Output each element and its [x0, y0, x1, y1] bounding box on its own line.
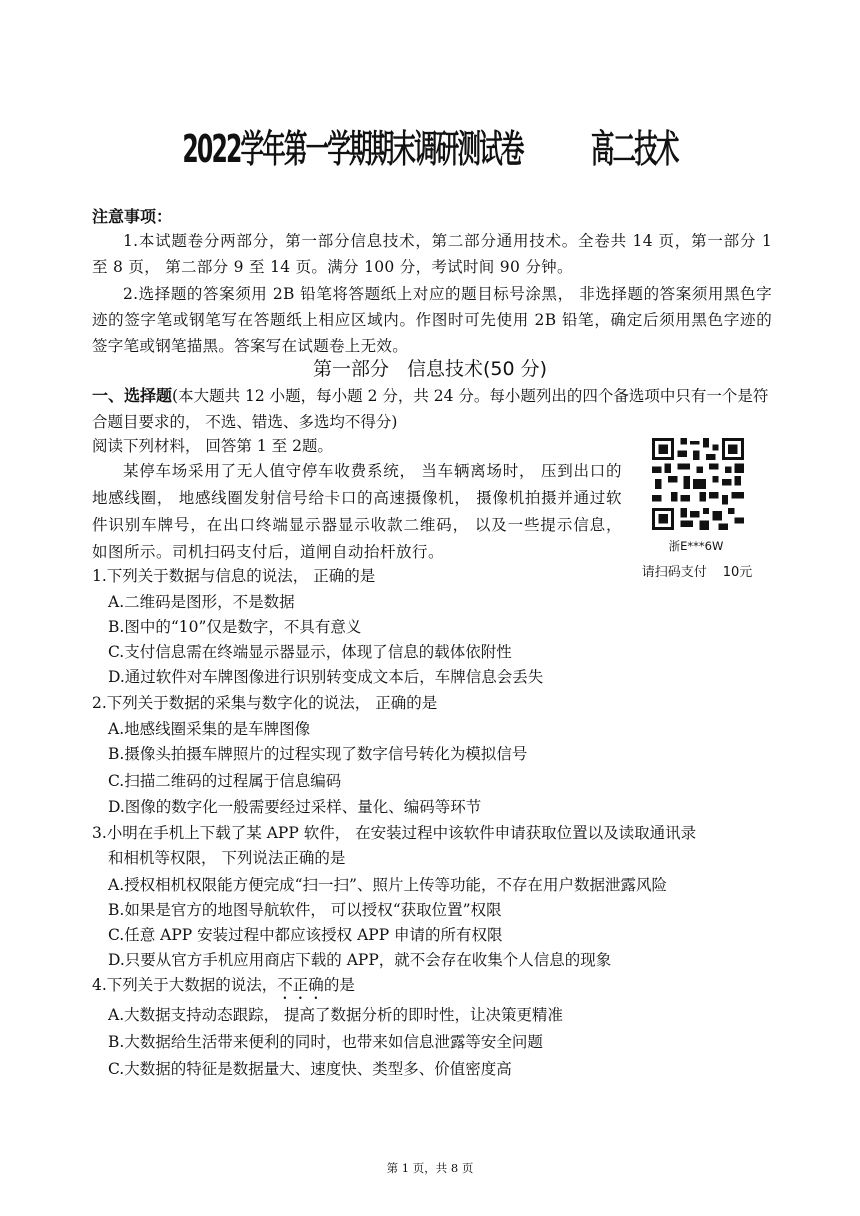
question-3-option-b: B.如果是官方的地图导航软件， 可以授权“获取位置”权限 — [108, 901, 502, 919]
question-1-option-c: C.支付信息需在终端显示器显示，体现了信息的载体依附性 — [108, 643, 512, 661]
part1-rules: (本大题共 12 小题，每小题 2 分，共 24 分。每小题列出的四个备选项中只有一个是符合题目要求的， 不选、错选、多选均不得分) — [92, 387, 769, 431]
question-1-option-a: A.二维码是图形，不是数据 — [108, 593, 295, 611]
question-3-option-c: C.任意 APP 安装过程中都应该授权 APP 申请的所有权限 — [108, 926, 503, 944]
section-heading — [0, 354, 860, 381]
exam-title-subject: 高二技术 — [590, 127, 678, 171]
question-1-stem: 1.下列关于数据与信息的说法， 正确的是 — [92, 567, 376, 585]
part1-heading: 一、选择题 — [92, 386, 173, 405]
question-3-stem-cont: 和相机等权限， 下列说法正确的是 — [108, 849, 346, 867]
exam-title — [163, 118, 696, 173]
notice-item-1: 1.本试题卷分两部分，第一部分信息技术，第二部分通用技术。全卷共 14 页，第一部分 1 至 8 页， 第二部分 9 至 14 页。满分 100 分，考试时间 90 分钟。 — [92, 232, 772, 276]
question-4-option-c: C.大数据的特征是数据量大、速度快、类型多、价值密度高 — [108, 1060, 512, 1078]
question-4-option-b: B.大数据给生活带来便利的同时，也带来如信息泄露等安全问题 — [108, 1033, 543, 1051]
question-2-stem: 2.下列关于数据的采集与数字化的说法， 正确的是 — [92, 694, 438, 712]
section-part: 第一部分 — [312, 358, 389, 380]
question-3-stem: 3.小明在手机上下载了某 APP 软件， 在安装过程中该软件申请获取位置以及读取通讯录 — [92, 824, 697, 842]
question-2-option-a: A.地感线圈采集的是车牌图像 — [108, 720, 311, 738]
reading-passage: 某停车场采用了无人值守停车收费系统， 当车辆离场时， 压到出口的地感线圈， 地感线圈发射信号给卡口的高速摄像机， 摄像机拍摄并通过软件识别车牌号，在出口终端显示器显示收款二维码， 以及一些提示信息，如图所示。司机扫码支付后，道闸自动抬杆放行。 — [92, 462, 622, 561]
question-2-option-b: B.摄像头拍摄车牌照片的过程实现了数字信号转化为模拟信号 — [108, 745, 528, 763]
question-3-option-d: D.只要从官方手机应用商店下载的 APP，就不会存在收集个人信息的现象 — [108, 951, 612, 969]
pay-prompt-text: 请扫码支付 — [641, 565, 707, 580]
question-1-option-b: B.图中的“10”仅是数字，不具有意义 — [108, 618, 362, 636]
section-name: 信息技术(50 分) — [406, 358, 548, 380]
pay-amount: 10元 — [722, 565, 753, 580]
notice-heading: 注意事项： — [92, 207, 173, 226]
question-1-option-d: D.通过软件对车牌图像进行识别转变成文本后，车牌信息会丢失 — [108, 668, 544, 686]
question-4-stem-pre: 4.下列关于大数据的说法， — [92, 976, 278, 994]
qr-code-icon — [652, 438, 744, 530]
question-4-stem-post: 的是 — [323, 976, 355, 994]
question-4-emphasis: 不正确 — [277, 976, 324, 994]
question-2-option-d: D.图像的数字化一般需要经过采样、量化、编码等环节 — [108, 798, 482, 816]
license-plate-text: 浙E***6W — [668, 539, 724, 553]
reading-intro: 阅读下列材料， 回答第 1 至 2题。 — [92, 437, 333, 455]
part1-instructions — [92, 383, 772, 435]
exam-title-main: 2022学年第一学期期末调研测试卷 — [182, 127, 523, 171]
question-4-option-a: A.大数据支持动态跟踪， 提高了数据分析的即时性，让决策更精准 — [108, 1006, 564, 1024]
question-4-stem — [92, 973, 772, 1003]
question-3-option-a: A.授权相机权限能方便完成“扫一扫”、照片上传等功能，不存在用户数据泄露风险 — [108, 876, 667, 894]
question-2-option-c: C.扫描二维码的过程属于信息编码 — [108, 772, 342, 790]
page-footer: 第 1 页，共 8 页 — [386, 1161, 474, 1175]
notice-item-2: 2.选择题的答案须用 2B 铅笔将答题纸上对应的题目标号涂黑， 非选择题的答案须用黑色字迹的签字笔或钢笔写在答题纸上相应区域内。作图时可先使用 2B 铅笔，确定后须用黑色字迹的签字笔或钢笔描黑。答案写在试题卷上无效。 — [92, 285, 772, 355]
